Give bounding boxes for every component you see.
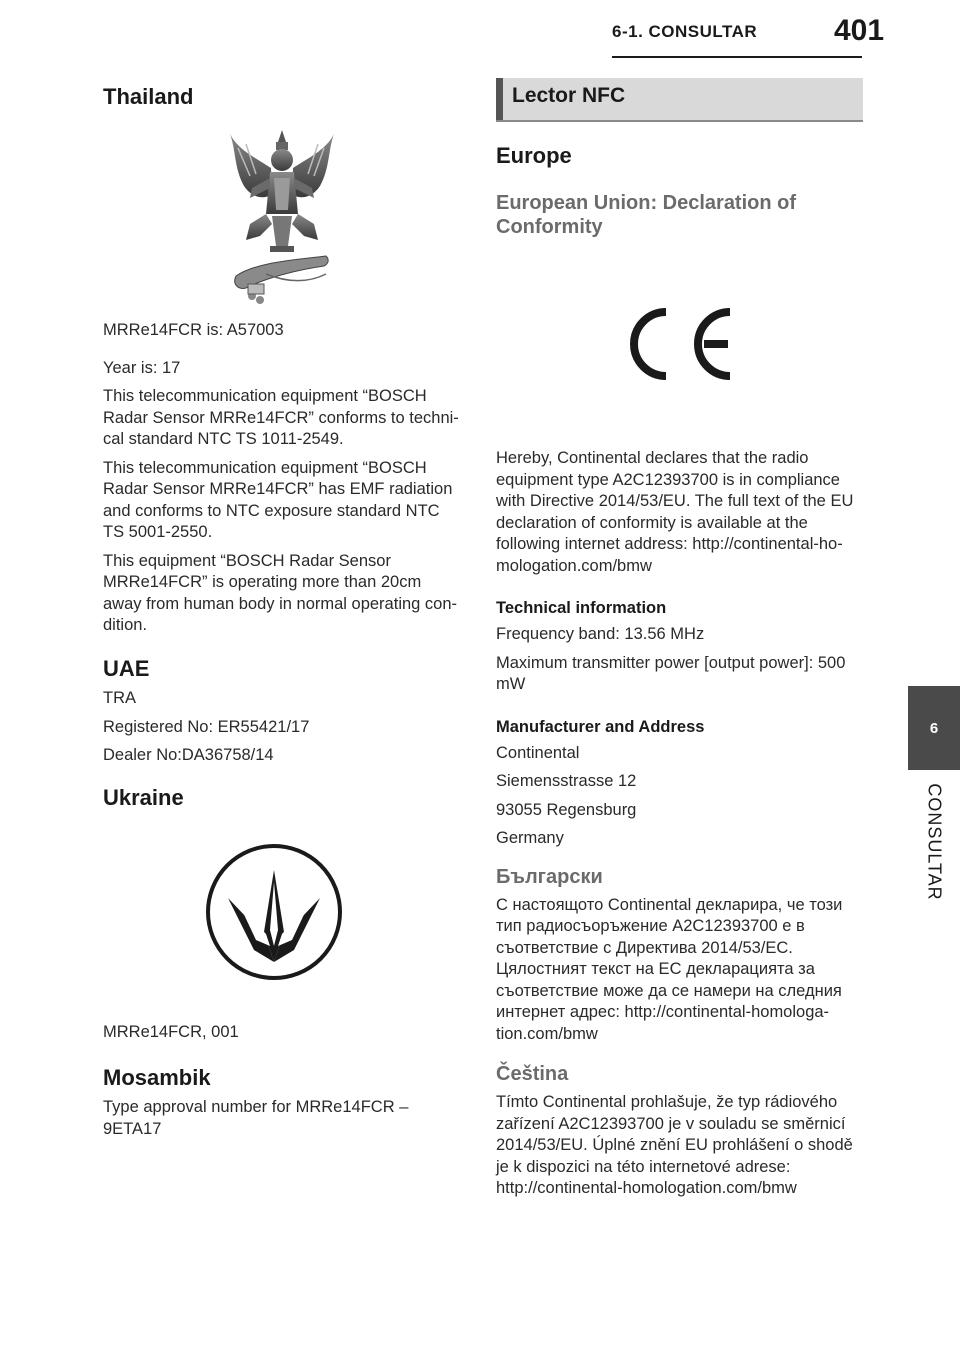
manufacturer-line: Continental xyxy=(496,743,580,762)
thailand-text-4: This telecommunication equipment “BOSCH Radar Sensor MRRe14FCR” has EMF radiation and conforms to NTC exposure standard NTC TS 5001-2550. xyxy=(103,458,453,541)
eu-declaration-heading: European Union: Declaration of Conformity xyxy=(496,192,797,238)
thailand-text-1: MRRe14FCR is: A57003 xyxy=(103,321,284,339)
manufacturer-line: 93055 Regensburg xyxy=(496,800,637,819)
europe-section xyxy=(496,143,863,239)
eu-text-section xyxy=(496,448,863,1207)
uae-heading: UAE xyxy=(103,656,150,681)
chapter-label: CONSULTAR xyxy=(924,783,945,901)
mosambik-text-1: Type approval number for MRRe14FCR – 9ETA17 xyxy=(103,1098,409,1138)
eu-declaration-text: Hereby, Continental declares that the radio equipment type A2C12393700 is in compliance with Directive 2014/53/EU. The full text of the EU declaration of conformity is available at the following internet address: http://continental-ho-mologation.com/bmw xyxy=(496,449,854,575)
ukraine-heading: Ukraine xyxy=(103,785,184,810)
ukraine-conformity-mark-icon xyxy=(204,842,344,982)
thailand-text-3: This telecommunication equipment “BOSCH Radar Sensor MRRe14FCR” conforms to techni-cal standard NTC TS 1011-2549. xyxy=(103,387,459,448)
chapter-number: 6 xyxy=(929,719,939,737)
manufacturer-heading: Manufacturer and Address xyxy=(496,717,705,736)
ukraine-section xyxy=(103,785,463,811)
section-title: 6-1. CONSULTAR xyxy=(612,22,758,41)
tech-info-heading: Technical information xyxy=(496,599,667,617)
bulgarian-heading: Български xyxy=(496,865,603,888)
nfc-banner-title: Lector NFC xyxy=(512,84,626,107)
nfc-banner xyxy=(496,78,863,122)
mosambik-section xyxy=(103,1065,463,1147)
banner-accent-bar xyxy=(496,78,503,120)
europe-heading: Europe xyxy=(496,143,572,168)
uae-text-3: Dealer No:DA36758/14 xyxy=(103,746,274,764)
ce-mark-icon xyxy=(626,306,736,382)
thailand-section xyxy=(103,320,463,644)
garuda-emblem-icon xyxy=(226,128,338,310)
thailand-text-2: Year is: 17 xyxy=(103,358,181,377)
thailand-heading: Thailand xyxy=(103,84,194,109)
czech-heading: Čeština xyxy=(496,1063,569,1085)
mosambik-heading: Mosambik xyxy=(103,1065,211,1090)
header-divider xyxy=(612,56,862,58)
manufacturer-line: Germany xyxy=(496,829,564,847)
uae-text-2: Registered No: ER55421/17 xyxy=(103,717,310,736)
ukraine-text-1: MRRe14FCR, 001 xyxy=(103,1023,239,1041)
bulgarian-text: С настоящото Continental декларира, че този тип радиосъоръжение A2C12393700 е в съответствие с Директива 2014/53/ЕС. Цялостният текст на ЕС декларацията за съответствие може да се намери на следния интернет адрес: http://continental-homologa-tion.com/bmw xyxy=(496,895,843,1043)
tech-power: Maximum transmitter power [output power]: 500 mW xyxy=(496,653,846,693)
page-number: 401 xyxy=(834,14,885,47)
uae-text-1: TRA xyxy=(103,689,136,707)
ukraine-caption xyxy=(103,1022,463,1051)
uae-section xyxy=(103,656,463,774)
manufacturer-line: Siemensstrasse 12 xyxy=(496,772,637,790)
tech-frequency: Frequency band: 13.56 MHz xyxy=(496,625,705,643)
chapter-tab[interactable] xyxy=(908,686,960,770)
czech-text: Tímto Continental prohlašuje, že typ rádiového zařízení A2C12393700 je v souladu se směrnicí 2014/53/EU. Úplné znění EU prohlášení o shodě je k dispozici na této internetové adrese: http://continental-homologation.com/bmw xyxy=(496,1093,853,1197)
thailand-text-5: This equipment “BOSCH Radar Sensor MRRe14FCR” is operating more than 20cm away from human body in normal operating con-dition. xyxy=(103,551,458,634)
